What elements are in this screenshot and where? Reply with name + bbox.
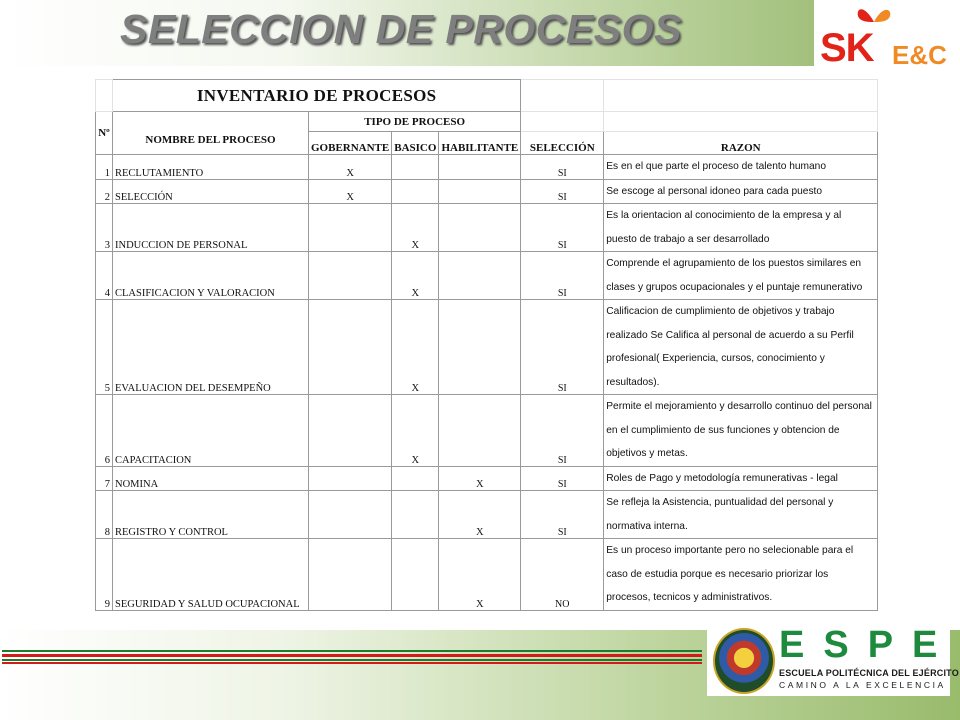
razon-line: clases y grupos ocupacionales y el puntaje remunerativo bbox=[606, 281, 863, 293]
espe-institution: ESCUELA POLITÉCNICA DEL EJÉRCITO bbox=[779, 668, 959, 678]
gobernante-mark bbox=[309, 204, 392, 252]
razon-cell bbox=[604, 491, 878, 539]
row-number: 7 bbox=[96, 466, 113, 491]
gobernante-mark bbox=[309, 491, 392, 539]
espe-motto: CAMINO A LA EXCELENCIA bbox=[779, 680, 946, 690]
razon-line: Es en el que parte el proceso de talento humano bbox=[606, 161, 827, 172]
razon-line: Es un proceso importante pero no selecionable para el bbox=[606, 545, 854, 556]
table-row bbox=[96, 395, 878, 467]
razon-line: Es la orientacion al conocimiento de la empresa y al bbox=[606, 210, 842, 221]
ec-logo-text: E&C bbox=[892, 40, 947, 70]
seleccion-value: SI bbox=[521, 491, 604, 539]
divider-stripe bbox=[2, 650, 702, 652]
process-name: SELECCIÓN bbox=[113, 179, 309, 204]
basico-mark: X bbox=[392, 300, 439, 395]
divider-stripe bbox=[2, 662, 702, 664]
razon-cell bbox=[604, 300, 878, 395]
seleccion-value: NO bbox=[521, 539, 604, 611]
razon-line: caso de estudia porque es necesario priorizar los bbox=[606, 568, 829, 580]
razon-line: Calificacion de cumplimiento de objetivos y trabajo bbox=[606, 306, 835, 317]
header-gobernante: GOBERNANTE bbox=[309, 132, 392, 155]
espe-logo bbox=[707, 624, 959, 696]
razon-line: Se refleja la Asistencia, puntualidad del personal y bbox=[606, 497, 834, 508]
razon-line: Roles de Pago y metodología remunerativas - legal bbox=[606, 472, 838, 484]
row-number: 8 bbox=[96, 491, 113, 539]
header-group: TIPO DE PROCESO bbox=[309, 112, 521, 132]
blank-cell bbox=[604, 80, 878, 112]
razon-line: resultados). bbox=[606, 376, 660, 388]
header-habilitante: HABILITANTE bbox=[439, 132, 521, 155]
gobernante-mark bbox=[309, 466, 392, 491]
row-number: 3 bbox=[96, 204, 113, 252]
espe-seal-icon bbox=[713, 628, 775, 694]
blank-cell bbox=[521, 112, 604, 132]
razon-cell bbox=[604, 395, 878, 467]
process-name: CLASIFICACION Y VALORACION bbox=[113, 252, 309, 300]
razon-line: Se escoge al personal idoneo para cada puesto bbox=[606, 185, 823, 197]
seleccion-value: SI bbox=[521, 466, 604, 491]
row-number: 5 bbox=[96, 300, 113, 395]
row-number: 4 bbox=[96, 252, 113, 300]
header-name: NOMBRE DEL PROCESO bbox=[113, 112, 309, 155]
basico-mark: X bbox=[392, 252, 439, 300]
table-row bbox=[96, 204, 878, 252]
habilitante-mark: X bbox=[439, 491, 521, 539]
habilitante-mark bbox=[439, 395, 521, 467]
basico-mark: X bbox=[392, 204, 439, 252]
gobernante-mark: X bbox=[309, 179, 392, 204]
razon-line: Comprende el agrupamiento de los puestos similares en bbox=[606, 258, 862, 269]
blank-cell bbox=[96, 80, 113, 112]
header-num: Nº bbox=[96, 112, 113, 155]
slide-title: SELECCION DE PROCESOS bbox=[120, 6, 682, 52]
table-row bbox=[96, 300, 878, 395]
basico-mark bbox=[392, 155, 439, 180]
row-number: 6 bbox=[96, 395, 113, 467]
razon-cell bbox=[604, 252, 878, 300]
process-name: INDUCCION DE PERSONAL bbox=[113, 204, 309, 252]
header-seleccion: SELECCIÓN bbox=[521, 132, 604, 155]
razon-line: profesional( Experiencia, cursos, conocimiento y bbox=[606, 353, 825, 364]
table-row bbox=[96, 466, 878, 491]
row-number: 1 bbox=[96, 155, 113, 180]
razon-cell bbox=[604, 539, 878, 611]
habilitante-mark bbox=[439, 300, 521, 395]
gobernante-mark bbox=[309, 252, 392, 300]
razon-line: realizado Se Califica al personal de acuerdo a su Perfil bbox=[606, 329, 854, 341]
table-row bbox=[96, 491, 878, 539]
razon-line: procesos, tecnicos y administrativos. bbox=[606, 592, 773, 603]
habilitante-mark bbox=[439, 155, 521, 180]
process-name: RECLUTAMIENTO bbox=[113, 155, 309, 180]
table-row bbox=[96, 179, 878, 204]
sk-ec-logo bbox=[814, 0, 960, 70]
process-name: CAPACITACION bbox=[113, 395, 309, 467]
basico-mark bbox=[392, 179, 439, 204]
header-razon: RAZON bbox=[604, 132, 878, 155]
process-name: EVALUACION DEL DESEMPEÑO bbox=[113, 300, 309, 395]
blank-cell bbox=[604, 112, 878, 132]
process-name: NOMINA bbox=[113, 466, 309, 491]
table-row bbox=[96, 539, 878, 611]
razon-cell bbox=[604, 204, 878, 252]
habilitante-mark: X bbox=[439, 539, 521, 611]
razon-cell bbox=[604, 155, 878, 180]
seleccion-value: SI bbox=[521, 204, 604, 252]
habilitante-mark bbox=[439, 204, 521, 252]
basico-mark bbox=[392, 466, 439, 491]
razon-line: puesto de trabajo a ser desarrollado bbox=[606, 233, 770, 245]
seleccion-value: SI bbox=[521, 395, 604, 467]
gobernante-mark bbox=[309, 300, 392, 395]
process-name: SEGURIDAD Y SALUD OCUPACIONAL bbox=[113, 539, 309, 611]
table-title: INVENTARIO DE PROCESOS bbox=[113, 80, 521, 112]
basico-mark: X bbox=[392, 395, 439, 467]
basico-mark bbox=[392, 539, 439, 611]
header-basico: BASICO bbox=[392, 132, 439, 155]
seleccion-value: SI bbox=[521, 252, 604, 300]
gobernante-mark: X bbox=[309, 155, 392, 180]
process-name: REGISTRO Y CONTROL bbox=[113, 491, 309, 539]
razon-line: normativa interna. bbox=[606, 520, 688, 532]
espe-letters: ESPE bbox=[779, 624, 957, 666]
sk-logo-text: SK bbox=[820, 26, 874, 70]
process-inventory-table bbox=[95, 79, 878, 611]
gobernante-mark bbox=[309, 395, 392, 467]
habilitante-mark bbox=[439, 179, 521, 204]
habilitante-mark bbox=[439, 252, 521, 300]
habilitante-mark: X bbox=[439, 466, 521, 491]
divider-stripe bbox=[2, 654, 702, 657]
seleccion-value: SI bbox=[521, 155, 604, 180]
gobernante-mark bbox=[309, 539, 392, 611]
razon-line: en el cumplimiento de sus funciones y obtencion de bbox=[606, 424, 840, 436]
row-number: 2 bbox=[96, 179, 113, 204]
divider-stripe bbox=[2, 659, 702, 661]
basico-mark bbox=[392, 491, 439, 539]
seleccion-value: SI bbox=[521, 179, 604, 204]
row-number: 9 bbox=[96, 539, 113, 611]
table-row bbox=[96, 155, 878, 180]
razon-cell bbox=[604, 179, 878, 204]
razon-cell bbox=[604, 466, 878, 491]
blank-cell bbox=[521, 80, 604, 112]
seleccion-value: SI bbox=[521, 300, 604, 395]
razon-line: Permite el mejoramiento y desarrollo continuo del personal bbox=[606, 401, 872, 412]
razon-line: objetivos y metas. bbox=[606, 448, 688, 459]
table-row bbox=[96, 252, 878, 300]
